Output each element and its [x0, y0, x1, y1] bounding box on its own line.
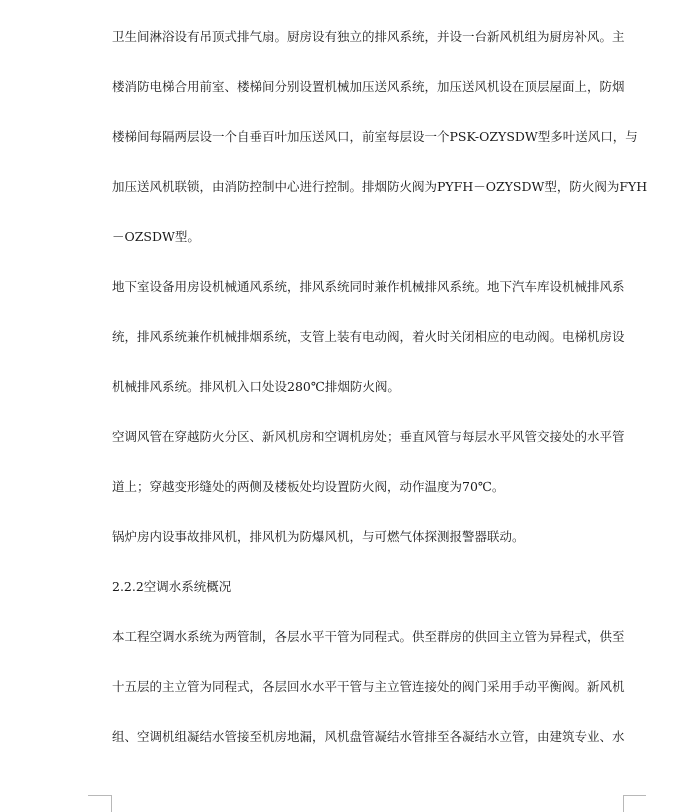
text-line: 锅炉房内设事故排风机，排风机为防爆风机，与可燃气体探测报警器联动。 [112, 529, 525, 544]
text-line: 加压送风机联锁，由消防控制中心进行控制。排烟防火阀为PYFH－OZYSDW型，防火阀为FYH [112, 179, 648, 194]
text-line: 道上；穿越变形缝处的两侧及楼板处均设置防火阀，动作温度为70℃。 [112, 479, 505, 494]
crop-mark-right [623, 795, 646, 796]
text-line: 组、空调机组凝结水管接至机房地漏，风机盘管凝结水管排至各凝结水立管，由建筑专业、水 [112, 729, 625, 744]
text-line: 楼梯间每隔两层设一个自垂百叶加压送风口，前室每层设一个PSK-OZYSDW型多叶送风口，与 [112, 129, 638, 144]
text-line: 卫生间淋浴设有吊顶式排气扇。厨房设有独立的排风系统，并设一台新风机组为厨房补风。主 [112, 29, 625, 44]
text-line: －OZSDW型。 [112, 229, 200, 244]
section-heading: 2.2.2空调水系统概况 [112, 579, 232, 594]
text-line: 本工程空调水系统为两管制，各层水平干管为同程式。供至群房的供回主立管为异程式，供至 [112, 629, 625, 644]
text-line: 十五层的主立管为同程式，各层回水水平干管与主立管连接处的阀门采用手动平衡阀。新风机 [112, 679, 625, 694]
text-line: 空调风管在穿越防火分区、新风机房和空调机房处；垂直风管与每层水平风管交接处的水平管 [112, 429, 625, 444]
text-line: 地下室设备用房设机械通风系统，排风系统同时兼作机械排风系统。地下汽车库设机械排风系 [112, 279, 625, 294]
text-line: 楼消防电梯合用前室、楼梯间分别设置机械加压送风系统，加压送风机设在顶层屋面上，防烟 [112, 79, 625, 94]
document-body [112, 22, 648, 772]
crop-mark-left [88, 795, 111, 796]
crop-mark-right [623, 795, 624, 812]
text-line: 机械排风系统。排风机入口处设280℃排烟防火阀。 [112, 379, 400, 394]
crop-mark-left [111, 795, 112, 812]
text-line: 统，排风系统兼作机械排烟系统，支管上装有电动阀，着火时关闭相应的电动阀。电梯机房设 [112, 329, 625, 344]
